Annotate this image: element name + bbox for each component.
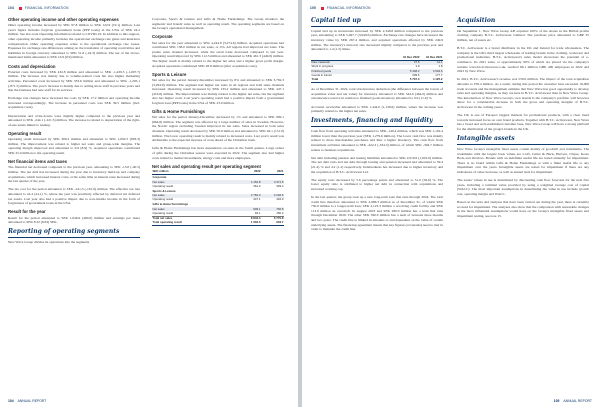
body-paragraph: B.T.C. Activewear is a brand distributor in the UK and Ireland for trade wholesalers. The company is the UK's third largest wholesaler of leading brands in the clothing, workwear and promotional industries. B.T.C. Activewear's sales model showcases the potential of e-commerce. Its 2021 sales, or approximately 90% of which are placed via the company's website www.btcactivewear.co.uk, reached 66.1 million GBP, 400 employees in 2022 and 2023 by New Wave. bbox=[457, 46, 589, 74]
table-value: 177.7 bbox=[435, 72, 443, 77]
body-paragraph: New Wave Group divides its operations into the segments bbox=[8, 240, 90, 245]
table-header-cell: 31 Dec 2021 bbox=[420, 55, 443, 60]
body-paragraph: Based on the tests and analyses that have been carried out during the year, there is currently no need for impairment. The analyses also show that the comparison with reasonable changes in the most influential assumptions would have on the Group's intangible fixed assets and impairment testing, see note 15. bbox=[457, 200, 589, 218]
table-value: 3 782.3 bbox=[238, 194, 261, 198]
body-paragraph: Depreciation and write-downs were slightly higher compared to the previous year and amounted to SEK -244.1 (-221.5) million. The increase is related to depreciation of the right-of-use assets linked to leasing. bbox=[8, 113, 140, 127]
body-paragraph: The equity ratio decreased by 5.6 percentage points and amounted to 51.0 (56.6) %. The lower equity ratio is attributed to higher net debt in connection with acquisitions and increased working cap. bbox=[311, 177, 443, 191]
table-value: 150.4 bbox=[276, 210, 284, 215]
chapter-heading: Investments, financing and liquidity bbox=[311, 117, 433, 125]
table-row-label: Total bbox=[311, 78, 397, 83]
table-value: 3 292.5 bbox=[261, 194, 284, 198]
table-row-label: Raw materials bbox=[311, 60, 397, 65]
body-paragraph: Cash flow from operating activities amounted to SEK -149.4 million, which was SEK 1,102.4 million lower than the previous year (SEK 1,279.6 million). The lower cash flow was mainly related to more merchandise purchases and thus a higher inventory. The cash flow from investment activities amounted to SEK -422.2 (-334.3) million, of which SEK -394.7 million relates to business acquisitions. bbox=[311, 129, 443, 152]
right-header-page-number: 105 bbox=[310, 6, 316, 10]
table-row-label: Operating result bbox=[152, 197, 174, 202]
table-value: 766.8 bbox=[261, 207, 284, 211]
section-heading: Corporate bbox=[152, 34, 173, 40]
table-value: 1 002.5 bbox=[238, 221, 261, 226]
left-header-section: FINANCIAL INFORMATION bbox=[24, 6, 69, 10]
left-page bbox=[0, 0, 298, 407]
table-value: 5 448.2 bbox=[397, 69, 420, 73]
header-marker-icon bbox=[321, 7, 324, 10]
left-header-page-number: 104 bbox=[8, 6, 14, 10]
table-header-cell: SEK million bbox=[152, 170, 238, 175]
body-paragraph: Net sales for the period January-December increased by 8% and amounted to SEK 3,782.3 (3,294.9) million. The segment had higher net sales in all regions and both sales channels increased. Operating result increased by SEK 133.2 million and amounted to SEK 447.1 (416.8) million. The improvement was mainly related to the higher net sales, but the segment also has higher costs. Last year's operating result had a positive impact from a government forgiven loan (PPP loans) in the USA of SEK 23.0 million. bbox=[152, 77, 284, 105]
body-paragraph: On September 1, New Wave Group AB acquired 100% of the shares in the British profile clothing company B.T.C. Activewear Limited. The purchase price amounted to GBP 35 million, net of assets etc. bbox=[457, 28, 589, 43]
right-footer-page-number: 105 bbox=[553, 399, 560, 403]
body-paragraph: The assets' values in use is determined by discounting cash flow forecasts for the next five years, including a terminal value provided by using a weighted average cost of capital (WACC). The most important assumptions in determining the value in use include growth rate, operating margin and WACC. bbox=[457, 178, 589, 196]
right-page bbox=[302, 0, 600, 407]
table-value: 47.6 bbox=[397, 60, 420, 65]
table-row-label: Net sales bbox=[152, 207, 238, 211]
table-value: 3 371.5 bbox=[261, 180, 284, 184]
heading-rule bbox=[311, 126, 443, 127]
heading-rule bbox=[457, 26, 589, 27]
body-paragraph: Corporate, Sports & Leisure and Gifts & Home Furnishings. The Group monitors the segments' and brands' sales as well as operating result. The operating segments are based on the Group's operational management. bbox=[152, 17, 284, 31]
table-row-label: Operating result bbox=[152, 183, 174, 188]
right-column-1-intro bbox=[311, 17, 443, 52]
heading-rule bbox=[8, 237, 140, 238]
body-paragraph: Net sales for the period January-December decreased by 1% and amounted to SEK 909.1 (864.8) million. The segment was affected by a large number of sales in Sweden. However, the Nordic region excluding Sweden improved its net sales. Sales increased in both sales channels. Operating result decreased by SEK 56.9 million and amounted to SEK 94.1 (151.0) million. The lower operating result is mainly related to increased costs. Last year's result was attributable to the expected increase of costs ahead of the Christmas trade. bbox=[152, 115, 284, 143]
table-header-cell: 2021 bbox=[261, 170, 284, 175]
table-value: 1.8 bbox=[438, 64, 443, 69]
right-column-1-text bbox=[311, 87, 443, 232]
body-paragraph: Accounts receivable amounted to SEK 1,444.0 (1,139.6) million, where the increase was primarily related to the higher net sales. bbox=[311, 104, 443, 114]
section-heading: Result for the year bbox=[8, 209, 46, 215]
left-column-2-text bbox=[152, 17, 284, 169]
table-row-label: Work in progress bbox=[311, 64, 334, 69]
left-running-footer bbox=[8, 399, 46, 403]
right-footer-title: ANNUAL REPORT bbox=[563, 399, 592, 403]
table-value: 5 797.3 bbox=[397, 78, 420, 83]
body-paragraph: The UK is one of Europe's biggest markets for promotional products, with a clear trend towards increased focus on own brand products. Together with B.T.C. Activewear, New Wave has a broad and well-established customer base, New Wave Group will have a strong platform for the distribution of the group's brands in the UK. bbox=[457, 113, 589, 131]
section-heading: Net financial items and taxes bbox=[8, 159, 67, 165]
table-row-label: Total operating result bbox=[152, 221, 238, 226]
table-value: 4 125.2 bbox=[420, 78, 443, 83]
left-column-2 bbox=[152, 17, 284, 230]
right-running-header bbox=[310, 6, 371, 12]
body-paragraph: The tax cost for the period amounted to SEK -241.3 (-161.9) million. The effective tax rate amounted to 24.4 (24.1) %, where the year was positively affected by deferred tax deferred tax assets. Last year also had a positive impact due to non-taxable income in the form of forgiveness of government loans in the USA. bbox=[8, 187, 140, 206]
table-group-label: Corporate bbox=[152, 175, 167, 180]
body-paragraph: In 2021, B.T.C. Activewear's revenue was £59.0 million. The impact of the total acquisition amounts to £58.4 million. As a result, during this period the customer base exceeded 16,000 trade accounts and the management estimate that New Wave has good opportunity to develop sales and operating margins, as they are here in B.T.C. Activewear than in New Wave Group. The introduction of New Wave Group's own brands is the company's portfolio will however allow for a considerable increase in both the gross and operating margins of B.T.C. Activewear in the coming years. bbox=[457, 77, 589, 109]
segment-table bbox=[152, 170, 284, 226]
left-column-1 bbox=[8, 17, 140, 248]
chapter-heading: Acquisition bbox=[457, 17, 496, 24]
section-heading: Costs and depreciation bbox=[8, 63, 56, 69]
table-group-label: Sports & Leisure bbox=[152, 188, 176, 193]
table-value: 461.3 bbox=[253, 183, 261, 188]
body-paragraph: Operating result increased by SEK 309.2 million and amounted to SEK 1,002.5 (693.3) million. The improvement was related to higher net sales and group-wide margins. The operating margin improved and amounted to 9.9 (8.9) %. Acquired operations contributed SEK 25.0 million to the operating result. bbox=[8, 137, 140, 155]
body-paragraph: Other operating income increased by SEK 97.8 million to SEK 122.9 (19.1) million. Last year's figure includes forgiven government loans (PPP loans) in the USA of SEK 24.2 million. See also note Operating information related to COVID-19. In addition to this support, other operating income primarily includes the operational exchange rate gains and insurance compensation. Other operating expenses relate to the operational exchange rate losses. Expenses for exchange rate differences arising on the translation of operating receivables and liabilities in foreign currency amounted to SEK 51.6 (-24.3) million. The net of the above-mentioned items amounted to SEK 16.9 (0.9) million. bbox=[8, 23, 141, 60]
right-column-1 bbox=[311, 17, 443, 235]
body-paragraph: Net sales for the year amounted to SEK 4,244.8 (3,274.6) million. Acquired operations had contributed SEK 138.0 million in net sales, or 4%. All regions had improved net sales. The promo sales channel increased, while the retail trade decreased compared to last year. Operating result improved by SEK 112.3 million and amounted to SEK 461.3 (449.0) million. The higher result is mainly related to the higher net sales and a higher gross profit margin. Acquired operations contributed SEK 28.8 million (after acquisition costs). bbox=[152, 40, 284, 68]
inventory-table bbox=[311, 55, 443, 83]
left-footer-page-number: 104 bbox=[8, 399, 14, 403]
body-paragraph: Gifts & Home Furnishings has more dependence on sales in the fourth quarter. Large orders of gifts during the Christmas season were executed in 2022. The segment also had higher costs related to market investments, energy costs and more employees. bbox=[152, 146, 284, 160]
table-row-label: Net sales bbox=[152, 194, 238, 198]
section-heading: Sports & Leisure bbox=[152, 71, 187, 77]
body-paragraph: Result for the period amounted to SEK 1,046.9 (460.0) million and earnings per share amounted to SEK 8.32 (6.63) SEK. bbox=[8, 215, 140, 225]
section-heading: Other operating income and other operating expenses bbox=[8, 17, 119, 22]
body-paragraph: In the last quarter, the group took up a new long-term loan that runs through 2024. The total credit line therefore amounted to SEK 2,986.3 million as of December 31, of which SEK 750.0 million is a longer-term loan, SEK 2,123.3 million a revolving credit facility and SEK 113.0 million an overdraft. In August 2023 and SEK 280.0 million has a term that runs through December 2026. The other SEK 590.0 million has a term of between three months and two years. The credit line is limited in amounts to and dependent on the value of certain underlying assets. The financing agreement means that key figures (covenants) need to met in order to maintain the credit line. bbox=[311, 195, 443, 232]
body-paragraph: The financial net decreased compared to the previous year, amounting to SEK -15.0 (-40.5) million. The net debt has increased during the year due to inventory build-up and company acquisitions, which increased interest costs, at the same time as interest rates increased during the last quarter of the year. bbox=[8, 165, 140, 184]
table-total-row bbox=[152, 221, 284, 226]
heading-rule bbox=[311, 26, 443, 27]
body-paragraph: As of December 31, 2022, total obsolescence deduction (the difference between the lowest of acquisition value and net value) for inventory amounted to SEK 544.6 (464.0) million and obsolescence reserve in relation to finished goods inventory amounted to 9.9 (11.9) %. bbox=[311, 87, 443, 101]
right-header-section: FINANCIAL INFORMATION bbox=[326, 6, 371, 10]
table-value: 447.1 bbox=[253, 197, 261, 202]
table-value: 349.4 bbox=[276, 183, 284, 188]
table-value: 299.6 bbox=[412, 72, 420, 77]
table-header-cell: 2022 bbox=[238, 170, 261, 175]
table-value: 909.1 bbox=[238, 207, 261, 211]
left-running-header bbox=[8, 6, 69, 12]
body-paragraph: Net debt including pension and leasing liabilities amounted to SEK 2,919.6 (1,819.0) million. The net debt ratio and net debt through leasing and pension increased and amounted to 59.4 (21.4) % and 4.2 (1.2) respectively. Indebtedness has increased due to higher inventory and the acquisition of B.T.C. Activewear Ltd. bbox=[311, 155, 443, 174]
table-value: 4 152.8 bbox=[238, 180, 261, 184]
table-row-label: Operating result bbox=[152, 210, 174, 215]
chapter-heading: Capital tied up bbox=[311, 17, 361, 24]
chapter-heading: Intangible assets bbox=[457, 135, 515, 143]
table-total-row bbox=[311, 78, 443, 83]
table-value: 1.9 bbox=[415, 64, 420, 69]
table-row-label: Net sales bbox=[152, 180, 238, 184]
left-footer-title: ANNUAL REPORT bbox=[17, 399, 47, 403]
table-row-label: Total net sales bbox=[152, 216, 238, 221]
table-row-label: Finished goods bbox=[311, 69, 397, 73]
table-header-cell: 31 Dec 2022 bbox=[397, 55, 420, 60]
body-paragraph: New Wave Group's intangible fixed assets consist mainly of goodwill and trademarks. The trademarks with the largest book values are Craft, Cutter & Buck, Harvest, Clique, Kosta Boda and Orrefors. Brands with an indefinite useful life are tested annually for impairment. There is no brand within Gifts & Home Furnishings or with a finite useful life or any impairment over the years. Intangible assets are tested for impairment if there are any indications of value decrease, as well as annual tests for impairment. bbox=[457, 147, 589, 174]
header-marker-icon bbox=[19, 7, 22, 10]
heading-rule bbox=[457, 144, 589, 145]
section-heading: Gifts & Home Furnishings bbox=[152, 109, 205, 115]
table-value: 903.7 bbox=[261, 221, 284, 226]
table-value: 404.0 bbox=[276, 197, 284, 202]
table-row-label: Goods in transit bbox=[311, 72, 332, 77]
table-group-label: Gifts & Home Furnishings bbox=[152, 202, 189, 207]
chapter-heading: Reporting of operating segments bbox=[8, 228, 120, 236]
body-paragraph: Capital tied up in inventories increased by SEK 2,348.8 million compared to the previous year, amounting to SEK 5,497.7 (3,949.0) million. Exchange rate changes have increased the inventory value by SEK 267.4 million, and acquired operations affected by SEK 249.9 million. The inventory's turnover rate decreased slightly compared to the previous year and amounted to 1.4 (1.5) times. bbox=[311, 28, 443, 52]
table-value: 8 843.4 bbox=[238, 216, 261, 221]
body-paragraph: External costs increased by SEK 432.8 million and amounted to SEK -1,439.5 (-1,007.7) million. The increase was mainly due to volume-related costs but also higher marketing activities. Personnel costs increased by SEK 333.6 million and amounted to SEK -1,205.1 (-871.5) million. The year's increase is mainly due to setting more staff in previous years and that the business had new staff for its services. bbox=[8, 69, 140, 93]
section-heading: Net sales and operating result per operating segment bbox=[152, 163, 261, 169]
table-value: 94.1 bbox=[254, 210, 261, 215]
right-running-footer bbox=[554, 399, 592, 403]
table-value: 6 770.8 bbox=[261, 216, 284, 221]
section-heading: Operating result bbox=[8, 131, 42, 137]
right-column-2 bbox=[457, 17, 589, 222]
body-paragraph: Exchange rate changes have increased the costs by SEK 17.2 million and operating income increased correspondingly. The increase in personnel costs was SEK 39.5 million (incl. acquisition costs). bbox=[8, 96, 140, 110]
table-value: 41.1 bbox=[420, 60, 443, 65]
table-value: 3 904.6 bbox=[420, 69, 443, 73]
